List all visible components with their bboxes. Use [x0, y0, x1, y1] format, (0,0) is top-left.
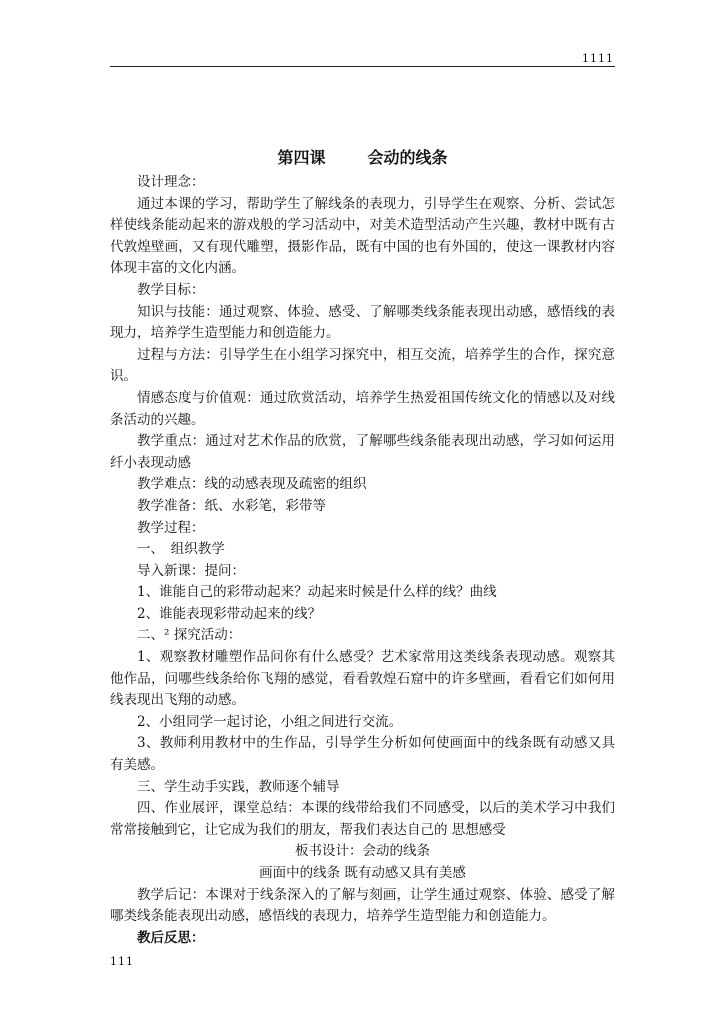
paragraph: 导入新课：提问： — [137, 562, 245, 579]
footer-page-number: 111 — [110, 955, 134, 968]
paragraph: 三、学生动手实践，教师逐个辅导 — [137, 778, 340, 795]
lesson-number: 第四课 — [277, 148, 326, 167]
paragraph: 2、小组同学一起讨论，小组之间进行交流。 — [137, 713, 403, 730]
header-divider — [110, 66, 615, 67]
paragraph: 1、观察教材雕塑作品问你有什么感受？艺术家常用这类线条表现动感。观察其他作品，问哪些线条给你飞翔的感觉，看看敦煌石窟中的许多壁画，看看它们如何用线表现出飞翔的动感。 — [110, 649, 615, 709]
board-design-line: 画面中的线条 既有动感又具有美感 — [259, 865, 466, 881]
paragraph: 3、教师利用教材中的生作品，引导学生分析如何使画面中的线条既有动感又具有美感。 — [110, 735, 615, 774]
paragraph: 通过本课的学习，帮助学生了解线条的表现力，引导学生在观察、分析、尝试怎样使线条能动起来的游戏般的学习活动中，对美术造型活动产生兴趣，教材中既有古代敦煌壁画，又有现代雕塑，摄影作品，既有中国的也有外国的，使这一课教材内容体现丰富的文化内涵。 — [110, 195, 615, 277]
teaching-postscript: 教学后记：本课对于线条深入的了解与刻画，让学生通过观察、体验、感受了解哪类线条能表现出动感，感悟线的表现力，培养学生造型能力和创造能力。 — [110, 886, 615, 925]
paragraph: 二、² 探究活动： — [137, 627, 242, 644]
paragraph: 设计理念： — [137, 174, 205, 190]
paragraph: 教学重点：通过对艺术作品的欣赏，了解哪些线条能表现出动感，学习如何运用纤小表现动感 — [110, 433, 615, 471]
paragraph: 教学难点：线的动感表现及疏密的组织 — [137, 476, 367, 493]
paragraph: 1、谁能自己的彩带动起来？动起来时候是什么样的线？曲线 — [137, 584, 497, 601]
paragraph: 一、 组织教学 — [137, 541, 225, 558]
paragraph: 过程与方法：引导学生在小组学习探究中，相互交流，培养学生的合作，探究意识。 — [110, 346, 615, 385]
teaching-reflection: 教后反思： — [137, 929, 205, 946]
paragraph: 2、谁能表现彩带动起来的线？ — [137, 605, 322, 622]
board-design-line: 板书设计：会动的线条 — [295, 843, 430, 860]
paragraph: 教学目标： — [137, 281, 205, 298]
lesson-name: 会动的线条 — [367, 148, 448, 167]
paragraph: 情感态度与价值观：通过欣赏活动，培养学生热爱祖国传统文化的情感以及对线条活动的兴趣。 — [110, 389, 615, 428]
page-title — [110, 146, 615, 170]
paragraph: 教学过程： — [137, 519, 205, 536]
paragraph: 知识与技能：通过观察、体验、感受、了解哪类线条能表现出动感，感悟线的表现力，培养学生造型能力和创造能力。 — [110, 303, 615, 342]
document-body — [110, 146, 615, 949]
header-page-number: 1111 — [582, 52, 614, 65]
paragraph: 教学准备：纸、水彩笔，彩带等 — [137, 497, 326, 514]
paragraph: 四、作业展评，课堂总结：本课的线带给我们不同感受，以后的美术学习中我们常常接触到它，让它成为我们的朋友，帮我们表达自己的 思想感受 — [110, 800, 615, 838]
